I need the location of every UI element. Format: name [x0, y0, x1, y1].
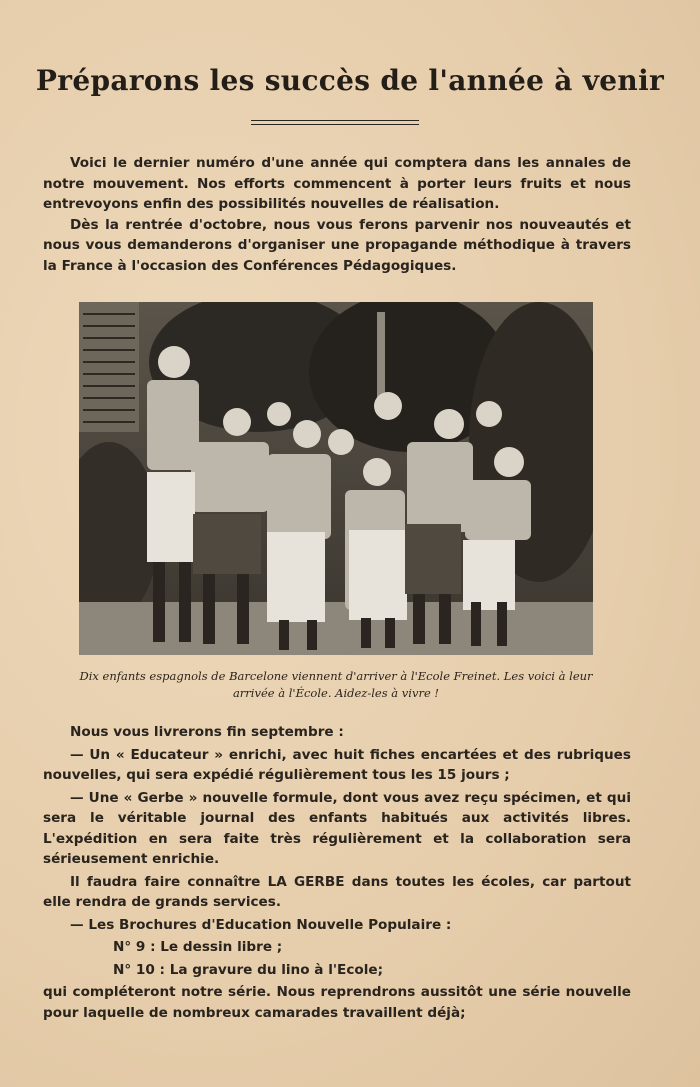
- intro-section: [43, 153, 631, 276]
- photo-caption: Dix enfants espagnols de Barcelone viennent d'arriver à l'Ecole Freinet. Les voici à leur arrivée à l'École. Aidez-les à vivre !: [79, 669, 593, 700]
- body-closing-paragraph: qui compléteront notre série. Nous reprendrons aussitôt une série nouvelle pour laquelle de nombreux camarades travaillent déjà;: [43, 984, 631, 1021]
- brochure-list-item-10: N° 10 : La gravure du lino à l'Ecole;: [113, 961, 384, 978]
- body-gerbe-note: Il faudra faire connaître LA GERBE dans toutes les écoles, car partout elle rendra de grands services.: [43, 873, 631, 910]
- body-section: [43, 722, 631, 1023]
- intro-paragraph-2: Dès la rentrée d'octobre, nous vous ferons parvenir nos nouveautés et nous vous demanderons d'organiser une propagande méthodique à travers la France à l'occasion des Conférences Pédagogiques.: [43, 216, 631, 274]
- body-educateur-item: — Un « Educateur » enrichi, avec huit fiches encartées et des rubriques nouvelles, qui sera expédié régulièrement tous les 15 jours ;: [43, 746, 631, 783]
- children-photo-image: [79, 302, 593, 655]
- brochure-list-item-9: N° 9 : Le dessin libre ;: [113, 939, 283, 955]
- page-title: Préparons les succès de l'année à venir: [35, 64, 665, 97]
- body-gerbe-item: — Une « Gerbe » nouvelle formule, dont vous avez reçu spécimen, et qui sera le véritable journal des enfants habitués aux activités libres. L'expédition en sera faite très régulièrement et la collaboration sera sérieusement enrichie.: [43, 789, 631, 867]
- body-paragraph-intro: Nous vous livrerons fin septembre :: [70, 724, 344, 740]
- title-divider: [251, 120, 419, 125]
- body-brochures-item: — Les Brochures d'Education Nouvelle Populaire :: [70, 916, 452, 933]
- children-photo: [79, 302, 593, 655]
- intro-paragraph-1: Voici le dernier numéro d'une année qui comptera dans les annales de notre mouvement. Nos efforts commencent à porter leurs fruits et nous entrevoyons enfin des possibilités nouvelles de réalisation.: [43, 155, 631, 212]
